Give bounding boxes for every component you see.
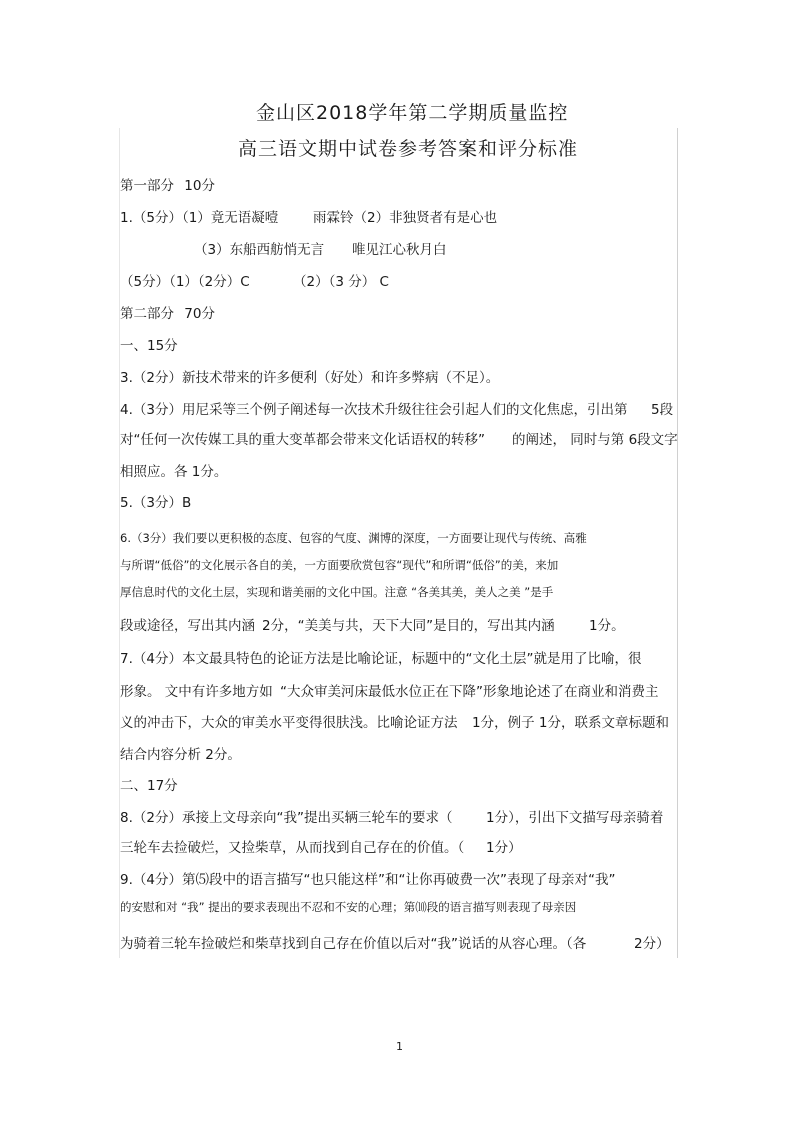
q8-line2-a: 三轮车去捡破烂，又捡柴草，从而找到自己存在的价值。（ (120, 840, 465, 856)
q6-line4-b: 2分，“美美与共，天下大同”是目的，写出其内涵 (262, 618, 555, 634)
part2-label: 第二部分 (120, 306, 174, 322)
q4-line2-b: 的阐述， 同时与第 6段文字 (512, 432, 678, 448)
q1-line1-b: 雨霖铃（2）非独贤者有是心也 (313, 210, 498, 226)
q9-line3-a: 为骑着三轮车捡破烂和柴草找到自己存在价值以后对“我”说话的从容心理。（各 (120, 936, 587, 952)
q6-line4-c: 1分。 (589, 618, 625, 634)
q7-line3-a: 义的冲击下，大众的审美水平变得很肤浅。比喻论证方法 (120, 715, 458, 731)
part1-score: 10分 (184, 178, 215, 194)
q7-line3-b: 1分，例子 1分，联系文章标题和 (472, 715, 669, 731)
q7-line1: 7.（4分）本文最具特色的论证方法是比喻论证，标题中的“文化土层”就是用了比喻，很 (120, 651, 642, 667)
page-number: 1 (396, 1040, 403, 1053)
q2-b: （2）（3 分） C (293, 274, 389, 290)
document-title: 金山区2018学年第二学期质量监控 (256, 102, 569, 124)
q4-line1: 4.（3分）用尼采等三个例子阐述每一次技术升级往往会引起人们的文化焦虑，引出第 (120, 402, 628, 418)
section2-heading: 二、17分 (120, 778, 178, 794)
q9-line2: 的安慰和对 “我” 提出的要求表现出不忍和不安的心理；第⑽段的语言描写则表现了母亲因 (120, 900, 577, 914)
q7-line2-b: “大众审美河床最低水位正在下降”形象地论述了在商业和消费主 (280, 684, 659, 700)
q4-line1-end: 5段 (651, 402, 674, 418)
q8-line1-a: 8.（2分）承接上文母亲向“我”提出买辆三轮车的要求（ (120, 810, 453, 826)
q9-line3-b: 2分） (634, 936, 670, 952)
part1-heading (120, 174, 215, 194)
q1-line2-a: （3）东船西舫悄无言 (194, 242, 325, 258)
q3-answer: 3.（2分）新技术带来的许多便利（好处）和许多弊病（不足）。 (120, 370, 500, 386)
q8-line2-b: 1分） (486, 840, 522, 856)
part2-score: 70分 (184, 306, 215, 322)
q2-a: （5分）（1）（2分）C (120, 274, 250, 290)
document-subtitle: 高三语文期中试卷参考答案和评分标准 (238, 138, 579, 160)
q1-line2-b: 唯见江心秋月白 (352, 242, 447, 258)
q5-answer: 5.（3分）B (120, 495, 192, 511)
q8-line1-b: 1分），引出下文描写母亲骑着 (486, 810, 664, 826)
q6-line2: 与所谓“低俗”的文化展示各自的美，一方面要欣赏包容“现代”和所谓“低俗”的美，来加 (120, 558, 559, 572)
q9-line1: 9.（4分）第⑸段中的语言描写“也只能这样”和“让你再破费一次”表现了母亲对“我” (120, 872, 616, 888)
part1-label: 第一部分 (120, 178, 174, 194)
section1-heading: 一、15分 (120, 338, 178, 354)
part2-heading (120, 302, 215, 322)
q7-line4: 结合内容分析 2分。 (120, 747, 241, 763)
q6-line4-a: 段或途径，写出其内涵 (120, 618, 255, 634)
q4-line2-a: 对“任何一次传媒工具的重大变革都会带来文化话语权的转移” (120, 432, 485, 448)
q6-line3: 厚信息时代的文化土层，实现和谐美丽的文化中国。注意 “各美其美，美人之美 ”是手 (120, 585, 554, 599)
q7-line2-a: 形象。 文中有许多地方如 (120, 684, 273, 700)
q4-line3: 相照应。各 1分。 (120, 464, 228, 480)
q1-line1-a: 1.（5分）（1）竟无语凝噎 (120, 210, 279, 226)
q6-line1: 6.（3分）我们要以更积极的态度、包容的气度、渊博的深度，一方面要让现代与传统、高雅 (120, 531, 587, 545)
right-margin-line (677, 128, 678, 958)
